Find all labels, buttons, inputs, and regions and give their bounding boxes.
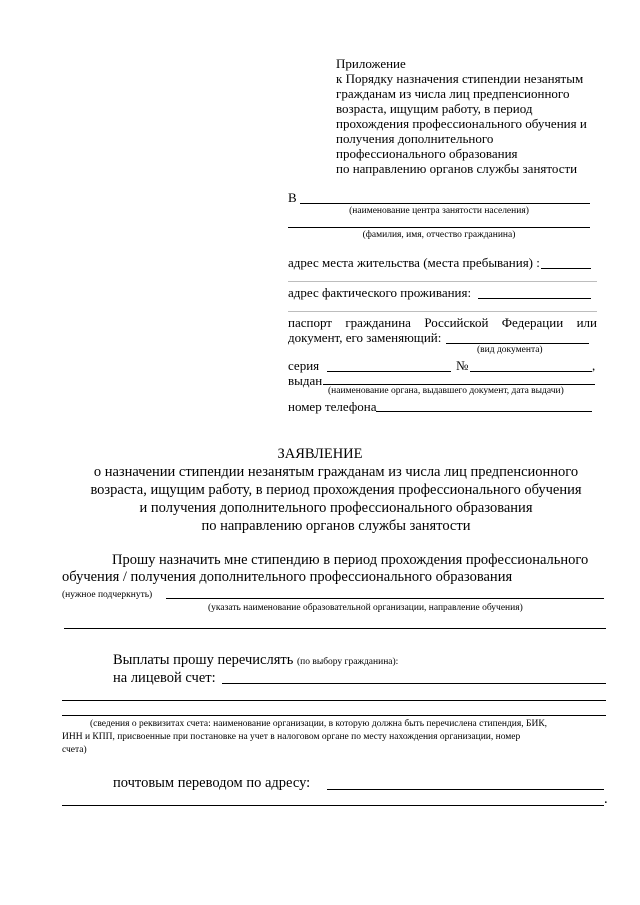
account-field-line2[interactable] — [62, 700, 606, 701]
number-label: № — [456, 358, 469, 373]
appendix-line: получения дополнительного — [336, 131, 494, 146]
passport-word: паспорт — [288, 315, 332, 330]
phone-label: номер телефона — [288, 399, 377, 414]
payment-text: Выплаты прошу перечислять — [113, 652, 294, 668]
doc-label: документ, его заменяющий: — [288, 330, 442, 345]
statement-subtitle: возраста, ищущим работу, в период прохождения профессионального обучения — [90, 482, 582, 498]
request-text: обучения / получения дополнительного профессионального образования — [62, 569, 513, 585]
statement-subtitle: о назначении стипендии незанятым гражданам из числа лиц предпенсионного — [93, 464, 579, 480]
payment-note: (по выбору гражданина): — [296, 657, 399, 667]
issuer-caption: (наименование органа, выдавшего документ, дата выдачи) — [328, 386, 564, 396]
account-caption: (сведения о реквизитах счета: наименование организации, в которую должна быть перечислена стипендия, БИК, — [90, 719, 548, 729]
residence-field[interactable] — [541, 268, 591, 269]
comma: , — [592, 358, 596, 373]
passport-word: Российской — [424, 315, 489, 330]
education-org-field-continued[interactable] — [64, 628, 606, 629]
appendix-line: к Порядку назначения стипендии незанятым — [336, 71, 584, 86]
request-text: Прошу назначить мне стипендию в период прохождения профессионального — [112, 552, 589, 568]
statement-subtitle: по направлению органов службы занятости — [201, 518, 471, 534]
actual-address-label: адрес фактического проживания: — [288, 285, 472, 300]
appendix-line: по направлению органов службы занятости — [336, 161, 578, 176]
appendix-line: профессионального образования — [336, 146, 518, 161]
account-field-line3[interactable] — [62, 715, 606, 716]
passport-word: Федерации — [501, 315, 564, 330]
name-caption: (фамилия, имя, отчество гражданина) — [362, 230, 516, 240]
to-prefix: В — [288, 190, 297, 205]
payment-label — [113, 652, 398, 669]
actual-address-field-continued[interactable] — [288, 311, 597, 312]
statement-heading: ЗАЯВЛЕНИЕ — [277, 446, 363, 462]
doc-type-field[interactable] — [446, 343, 589, 344]
appendix-line: возраста, ищущим работу, в период — [336, 101, 533, 116]
series-field[interactable] — [327, 371, 451, 372]
period: . — [604, 791, 608, 807]
actual-address-field[interactable] — [478, 298, 591, 299]
appendix-line: прохождения профессионального обучения и — [336, 116, 587, 131]
underline-note: (нужное подчеркнуть) — [62, 590, 153, 600]
account-caption: счета) — [62, 745, 87, 755]
residence-field-continued[interactable] — [288, 281, 597, 282]
citizen-name-field[interactable] — [288, 227, 590, 228]
postal-address-field[interactable] — [327, 789, 604, 790]
education-org-field[interactable] — [166, 598, 604, 599]
doc-type-caption: (вид документа) — [477, 345, 543, 355]
residence-label: адрес места жительства (места пребывания) : — [288, 255, 540, 270]
statement-subtitle: и получения дополнительного профессионального образования — [139, 500, 533, 516]
passport-word: гражданина — [345, 315, 411, 330]
center-name-field[interactable] — [300, 203, 590, 204]
number-field[interactable] — [470, 371, 592, 372]
postal-address-field-continued[interactable] — [62, 805, 604, 806]
issued-field[interactable] — [323, 384, 595, 385]
series-label: серия — [288, 358, 320, 373]
appendix-line: Приложение — [336, 56, 406, 71]
issued-label: выдан — [288, 373, 323, 388]
center-caption: (наименование центра занятости населения) — [349, 206, 529, 216]
appendix-line: гражданам из числа лиц предпенсионного — [336, 86, 570, 101]
org-caption: (указать наименование образовательной организации, направление обучения) — [208, 603, 523, 613]
account-caption: ИНН и КПП, присвоенные при постановке на учет в налоговом органе по месту нахождения организации, номер — [62, 732, 521, 742]
account-label: на лицевой счет: — [113, 670, 216, 686]
passport-line — [288, 315, 597, 330]
postal-label: почтовым переводом по адресу: — [113, 775, 311, 791]
phone-field[interactable] — [376, 411, 592, 412]
account-field[interactable] — [222, 683, 606, 684]
passport-word: или — [576, 315, 597, 330]
